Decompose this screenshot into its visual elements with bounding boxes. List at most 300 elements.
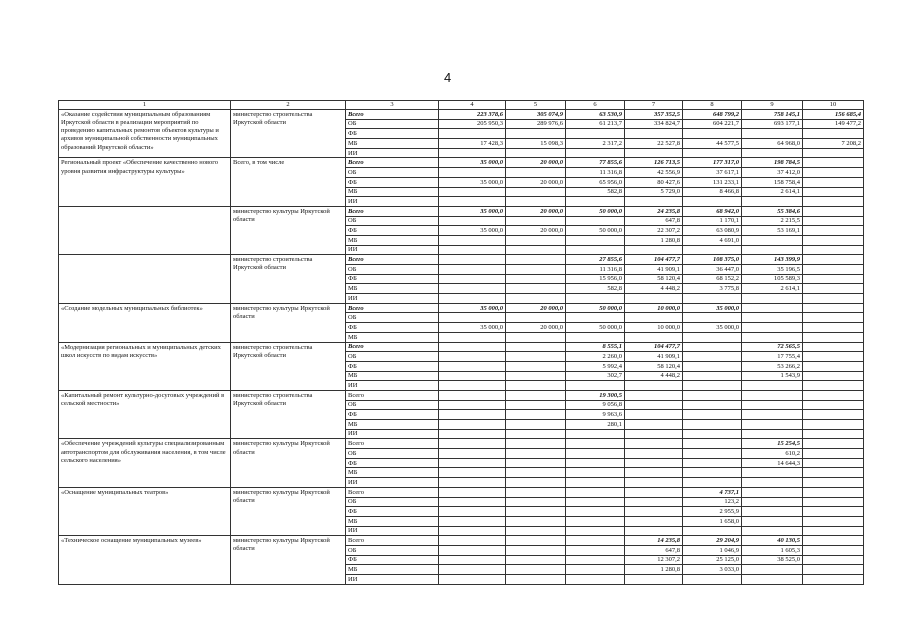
amount-cell xyxy=(506,555,566,565)
amount-cell xyxy=(439,400,506,410)
amount-cell xyxy=(506,342,566,352)
amount-cell: 53 266,2 xyxy=(742,361,803,371)
amount-cell: 123,2 xyxy=(683,497,742,507)
amount-cell: 80 427,6 xyxy=(625,177,683,187)
amount-cell: 12 307,2 xyxy=(625,555,683,565)
amount-cell: 105 589,3 xyxy=(742,274,803,284)
table-row xyxy=(59,206,864,216)
amount-cell xyxy=(566,536,625,546)
amount-cell: 156 685,4 xyxy=(803,110,864,120)
amount-cell xyxy=(803,575,864,585)
amount-cell: 35 000,0 xyxy=(439,303,506,313)
amount-cell: 72 565,5 xyxy=(742,342,803,352)
table-row xyxy=(59,255,864,265)
amount-cell: 2 955,9 xyxy=(683,507,742,517)
responsible-executor: министерство строительства Иркутской области xyxy=(231,110,346,158)
funding-source: Всего xyxy=(346,439,439,449)
amount-cell: 2 317,2 xyxy=(566,139,625,149)
amount-cell xyxy=(683,575,742,585)
funding-source: Всего xyxy=(346,303,439,313)
amount-cell: 35 000,0 xyxy=(439,158,506,168)
amount-cell xyxy=(566,526,625,536)
amount-cell: 126 713,5 xyxy=(625,158,683,168)
funding-source: ИИ xyxy=(346,294,439,304)
amount-cell xyxy=(625,429,683,439)
funding-source: ФБ xyxy=(346,274,439,284)
amount-cell xyxy=(439,497,506,507)
funding-source: ОБ xyxy=(346,168,439,178)
amount-cell xyxy=(683,352,742,362)
amount-cell xyxy=(566,294,625,304)
amount-cell: 280,1 xyxy=(566,420,625,430)
amount-cell xyxy=(506,410,566,420)
funding-source: ИИ xyxy=(346,197,439,207)
amount-cell: 58 120,4 xyxy=(625,361,683,371)
amount-cell xyxy=(439,449,506,459)
amount-cell xyxy=(439,478,506,488)
amount-cell xyxy=(566,545,625,555)
amount-cell xyxy=(803,323,864,333)
amount-cell xyxy=(803,536,864,546)
amount-cell: 44 577,5 xyxy=(683,139,742,149)
amount-cell: 223 378,6 xyxy=(439,110,506,120)
amount-cell xyxy=(506,235,566,245)
activity-description: «Оснащение муниципальных театров» xyxy=(59,487,231,535)
amount-cell: 17 755,4 xyxy=(742,352,803,362)
funding-source: ФБ xyxy=(346,507,439,517)
amount-cell xyxy=(803,449,864,459)
table-row xyxy=(59,303,864,313)
amount-cell: 1 280,8 xyxy=(625,565,683,575)
amount-cell xyxy=(625,390,683,400)
amount-cell xyxy=(742,487,803,497)
amount-cell xyxy=(566,487,625,497)
page-number: 4 xyxy=(444,70,452,85)
amount-cell xyxy=(742,303,803,313)
amount-cell: 35 000,0 xyxy=(439,206,506,216)
amount-cell xyxy=(742,235,803,245)
amount-cell xyxy=(506,187,566,197)
amount-cell xyxy=(439,565,506,575)
amount-cell: 1 046,9 xyxy=(683,545,742,555)
amount-cell xyxy=(506,536,566,546)
funding-source: ФБ xyxy=(346,410,439,420)
amount-cell: 27 855,6 xyxy=(566,255,625,265)
amount-cell xyxy=(506,526,566,536)
amount-cell xyxy=(439,555,506,565)
amount-cell xyxy=(625,245,683,255)
amount-cell: 35 000,0 xyxy=(439,323,506,333)
amount-cell xyxy=(803,361,864,371)
amount-cell xyxy=(566,565,625,575)
amount-cell xyxy=(625,148,683,158)
amount-cell: 582,8 xyxy=(566,284,625,294)
funding-source: МБ xyxy=(346,371,439,381)
table-row xyxy=(59,536,864,546)
amount-cell xyxy=(625,526,683,536)
activity-description: «Создание модельных муниципальных библиотек» xyxy=(59,303,231,342)
amount-cell: 610,2 xyxy=(742,449,803,459)
amount-cell xyxy=(683,478,742,488)
amount-cell: 158 758,4 xyxy=(742,177,803,187)
table-row xyxy=(59,342,864,352)
amount-cell: 4 737,1 xyxy=(683,487,742,497)
amount-cell xyxy=(803,265,864,275)
amount-cell: 50 000,0 xyxy=(566,226,625,236)
amount-cell xyxy=(439,187,506,197)
amount-cell xyxy=(742,245,803,255)
amount-cell xyxy=(625,332,683,342)
funding-source: ФБ xyxy=(346,323,439,333)
amount-cell xyxy=(803,516,864,526)
amount-cell xyxy=(742,516,803,526)
amount-cell: 25 125,0 xyxy=(683,555,742,565)
amount-cell xyxy=(625,313,683,323)
amount-cell xyxy=(439,420,506,430)
amount-cell xyxy=(566,332,625,342)
column-header: 9 xyxy=(742,101,803,110)
amount-cell xyxy=(803,400,864,410)
activity-description xyxy=(59,206,231,254)
responsible-executor: министерство культуры Иркутской области xyxy=(231,303,346,342)
funding-source: ИИ xyxy=(346,526,439,536)
amount-cell xyxy=(439,390,506,400)
amount-cell xyxy=(439,255,506,265)
amount-cell xyxy=(506,458,566,468)
amount-cell xyxy=(506,400,566,410)
amount-cell xyxy=(506,487,566,497)
funding-source: ОБ xyxy=(346,497,439,507)
amount-cell xyxy=(439,313,506,323)
amount-cell: 65 956,0 xyxy=(566,177,625,187)
amount-cell xyxy=(803,148,864,158)
funding-source: ФБ xyxy=(346,129,439,139)
column-header: 10 xyxy=(803,101,864,110)
amount-cell xyxy=(742,323,803,333)
table-row xyxy=(59,439,864,449)
amount-cell xyxy=(439,381,506,391)
amount-cell xyxy=(803,507,864,517)
amount-cell xyxy=(625,294,683,304)
amount-cell xyxy=(506,420,566,430)
amount-cell: 305 074,9 xyxy=(506,110,566,120)
amount-cell xyxy=(506,265,566,275)
amount-cell xyxy=(683,371,742,381)
amount-cell xyxy=(803,168,864,178)
activity-description: «Модернизация региональных и муниципальных детских школ искусств по видам искусств» xyxy=(59,342,231,390)
amount-cell xyxy=(506,545,566,555)
amount-cell xyxy=(566,381,625,391)
funding-source: ИИ xyxy=(346,478,439,488)
funding-source: МБ xyxy=(346,420,439,430)
amount-cell xyxy=(803,129,864,139)
activity-description: «Капитальный ремонт культурно-досуговых учреждений в сельской местности» xyxy=(59,390,231,438)
amount-cell xyxy=(803,381,864,391)
funding-source: ИИ xyxy=(346,381,439,391)
amount-cell xyxy=(625,420,683,430)
amount-cell xyxy=(506,197,566,207)
amount-cell xyxy=(506,429,566,439)
funding-source: МБ xyxy=(346,187,439,197)
amount-cell xyxy=(625,439,683,449)
amount-cell xyxy=(506,274,566,284)
funding-source: Всего xyxy=(346,110,439,120)
amount-cell xyxy=(803,458,864,468)
amount-cell xyxy=(683,439,742,449)
amount-cell: 604 221,7 xyxy=(683,119,742,129)
amount-cell xyxy=(625,497,683,507)
funding-source: ФБ xyxy=(346,458,439,468)
amount-cell: 198 784,5 xyxy=(742,158,803,168)
amount-cell: 647,8 xyxy=(625,545,683,555)
amount-cell xyxy=(742,575,803,585)
amount-cell: 14 644,3 xyxy=(742,458,803,468)
amount-cell xyxy=(506,575,566,585)
amount-cell: 22 527,8 xyxy=(625,139,683,149)
amount-cell xyxy=(439,361,506,371)
amount-cell xyxy=(803,255,864,265)
funding-source: МБ xyxy=(346,235,439,245)
amount-cell xyxy=(566,555,625,565)
amount-cell xyxy=(439,274,506,284)
amount-cell xyxy=(506,371,566,381)
amount-cell xyxy=(439,575,506,585)
amount-cell xyxy=(566,458,625,468)
amount-cell: 9 963,6 xyxy=(566,410,625,420)
table-row xyxy=(59,158,864,168)
amount-cell xyxy=(803,206,864,216)
amount-cell: 68 942,0 xyxy=(683,206,742,216)
amount-cell: 61 213,7 xyxy=(566,119,625,129)
amount-cell xyxy=(683,313,742,323)
amount-cell xyxy=(742,410,803,420)
amount-cell xyxy=(506,439,566,449)
amount-cell xyxy=(803,197,864,207)
funding-source: ИИ xyxy=(346,245,439,255)
amount-cell xyxy=(439,371,506,381)
amount-cell xyxy=(683,148,742,158)
amount-cell xyxy=(683,361,742,371)
funding-source: ОБ xyxy=(346,119,439,129)
amount-cell: 50 000,0 xyxy=(566,303,625,313)
amount-cell xyxy=(566,507,625,517)
amount-cell: 10 000,0 xyxy=(625,323,683,333)
amount-cell xyxy=(625,381,683,391)
funding-source: МБ xyxy=(346,516,439,526)
amount-cell xyxy=(742,468,803,478)
amount-cell xyxy=(803,332,864,342)
amount-cell xyxy=(625,449,683,459)
amount-cell: 20 000,0 xyxy=(506,303,566,313)
amount-cell: 11 316,8 xyxy=(566,265,625,275)
amount-cell xyxy=(742,497,803,507)
amount-cell xyxy=(566,449,625,459)
amount-cell xyxy=(803,216,864,226)
amount-cell xyxy=(439,487,506,497)
amount-cell xyxy=(439,216,506,226)
table-row xyxy=(59,487,864,497)
amount-cell: 37 617,1 xyxy=(683,168,742,178)
amount-cell: 5 992,4 xyxy=(566,361,625,371)
amount-cell xyxy=(566,478,625,488)
amount-cell xyxy=(439,197,506,207)
amount-cell: 4 691,0 xyxy=(683,235,742,245)
amount-cell: 582,8 xyxy=(566,187,625,197)
amount-cell xyxy=(439,294,506,304)
amount-cell xyxy=(506,390,566,400)
amount-cell xyxy=(683,429,742,439)
table-row xyxy=(59,110,864,120)
funding-source: ОБ xyxy=(346,400,439,410)
amount-cell xyxy=(625,487,683,497)
amount-cell xyxy=(439,439,506,449)
amount-cell: 14 235,8 xyxy=(625,536,683,546)
amount-cell xyxy=(439,468,506,478)
amount-cell xyxy=(625,478,683,488)
column-header: 5 xyxy=(506,101,566,110)
amount-cell xyxy=(683,410,742,420)
amount-cell: 15 956,0 xyxy=(566,274,625,284)
amount-cell: 35 000,0 xyxy=(683,303,742,313)
amount-cell: 20 000,0 xyxy=(506,226,566,236)
amount-cell: 35 196,5 xyxy=(742,265,803,275)
amount-cell: 2 260,0 xyxy=(566,352,625,362)
column-header: 7 xyxy=(625,101,683,110)
amount-cell xyxy=(683,129,742,139)
amount-cell xyxy=(803,526,864,536)
amount-cell: 647,8 xyxy=(625,216,683,226)
amount-cell: 7 208,2 xyxy=(803,139,864,149)
activity-description: «Обеспечение учреждений культуры специализированным автотранспортом для обслуживания населения, в том числе сельского населения» xyxy=(59,439,231,487)
amount-cell: 15 254,5 xyxy=(742,439,803,449)
amount-cell xyxy=(439,458,506,468)
amount-cell xyxy=(742,313,803,323)
amount-cell xyxy=(439,235,506,245)
amount-cell xyxy=(803,497,864,507)
amount-cell xyxy=(625,507,683,517)
amount-cell xyxy=(506,294,566,304)
amount-cell: 64 968,0 xyxy=(742,139,803,149)
amount-cell xyxy=(566,148,625,158)
amount-cell xyxy=(625,410,683,420)
funding-source: МБ xyxy=(346,468,439,478)
amount-cell xyxy=(625,400,683,410)
amount-cell xyxy=(625,468,683,478)
funding-source: ФБ xyxy=(346,361,439,371)
amount-cell xyxy=(439,265,506,275)
amount-cell xyxy=(803,545,864,555)
amount-cell xyxy=(683,420,742,430)
amount-cell xyxy=(566,516,625,526)
funding-source: МБ xyxy=(346,284,439,294)
amount-cell xyxy=(803,177,864,187)
amount-cell xyxy=(506,565,566,575)
amount-cell xyxy=(683,245,742,255)
amount-cell: 8 466,8 xyxy=(683,187,742,197)
responsible-executor: министерство культуры Иркутской области xyxy=(231,206,346,254)
amount-cell: 1 170,1 xyxy=(683,216,742,226)
column-header: 6 xyxy=(566,101,625,110)
amount-cell: 143 399,9 xyxy=(742,255,803,265)
amount-cell: 55 384,6 xyxy=(742,206,803,216)
amount-cell xyxy=(566,468,625,478)
amount-cell xyxy=(803,468,864,478)
amount-cell: 35 000,0 xyxy=(439,226,506,236)
amount-cell: 5 729,0 xyxy=(625,187,683,197)
amount-cell xyxy=(683,332,742,342)
amount-cell xyxy=(683,342,742,352)
amount-cell: 50 000,0 xyxy=(566,206,625,216)
amount-cell: 177 317,0 xyxy=(683,158,742,168)
amount-cell: 2 215,5 xyxy=(742,216,803,226)
funding-source: Всего xyxy=(346,390,439,400)
amount-cell xyxy=(803,294,864,304)
amount-cell xyxy=(566,429,625,439)
funding-source: ОБ xyxy=(346,265,439,275)
funding-source: МБ xyxy=(346,565,439,575)
amount-cell xyxy=(506,516,566,526)
amount-cell xyxy=(566,313,625,323)
amount-cell xyxy=(625,458,683,468)
amount-cell xyxy=(803,429,864,439)
amount-cell: 20 000,0 xyxy=(506,158,566,168)
amount-cell xyxy=(439,410,506,420)
amount-cell xyxy=(439,545,506,555)
column-header: 8 xyxy=(683,101,742,110)
amount-cell xyxy=(625,575,683,585)
column-number-row xyxy=(59,101,864,110)
amount-cell xyxy=(506,361,566,371)
amount-cell: 289 976,6 xyxy=(506,119,566,129)
amount-cell xyxy=(506,381,566,391)
amount-cell xyxy=(683,449,742,459)
amount-cell: 8 555,1 xyxy=(566,342,625,352)
amount-cell xyxy=(506,216,566,226)
funding-source: Всего xyxy=(346,342,439,352)
activity-description: «Техническое оснащение муниципальных музеев» xyxy=(59,536,231,584)
amount-cell xyxy=(439,536,506,546)
amount-cell: 648 799,2 xyxy=(683,110,742,120)
amount-cell xyxy=(803,555,864,565)
amount-cell xyxy=(742,429,803,439)
amount-cell: 1 543,9 xyxy=(742,371,803,381)
amount-cell xyxy=(506,245,566,255)
amount-cell: 104 477,7 xyxy=(625,255,683,265)
amount-cell: 357 352,5 xyxy=(625,110,683,120)
amount-cell xyxy=(742,478,803,488)
activity-description: Региональный проект «Обеспечение качественно нового уровня развития инфраструктуры культуры» xyxy=(59,158,231,206)
amount-cell: 40 130,5 xyxy=(742,536,803,546)
amount-cell xyxy=(506,497,566,507)
amount-cell xyxy=(803,439,864,449)
amount-cell: 41 909,1 xyxy=(625,265,683,275)
amount-cell xyxy=(506,352,566,362)
amount-cell xyxy=(803,410,864,420)
column-header: 2 xyxy=(231,101,346,110)
amount-cell xyxy=(803,565,864,575)
amount-cell: 1 605,3 xyxy=(742,545,803,555)
amount-cell: 24 235,8 xyxy=(625,206,683,216)
amount-cell xyxy=(439,332,506,342)
amount-cell: 42 556,9 xyxy=(625,168,683,178)
amount-cell: 2 614,1 xyxy=(742,187,803,197)
amount-cell xyxy=(566,439,625,449)
amount-cell xyxy=(742,129,803,139)
amount-cell xyxy=(742,526,803,536)
amount-cell: 29 204,9 xyxy=(683,536,742,546)
amount-cell: 131 233,1 xyxy=(683,177,742,187)
amount-cell xyxy=(683,390,742,400)
